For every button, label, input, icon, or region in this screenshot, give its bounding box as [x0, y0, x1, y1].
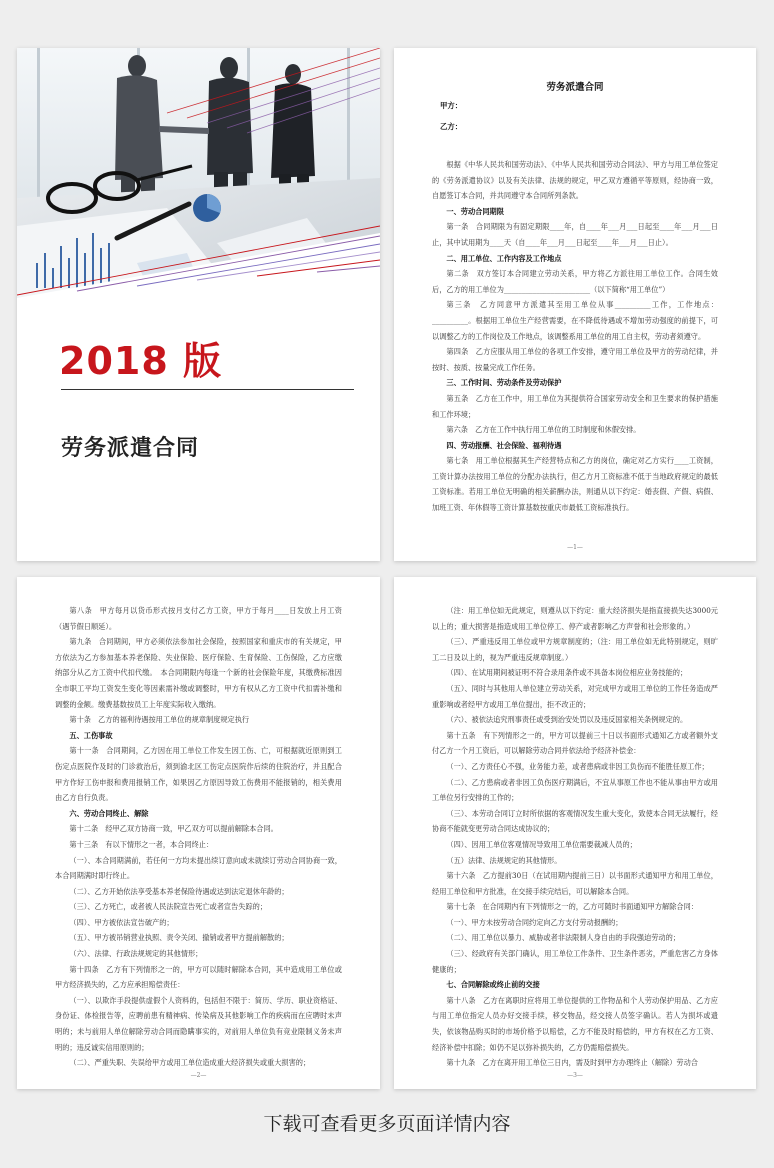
paragraph: （五）、甲方被吊销营业执照、责令关闭、撤销或者甲方提前解散的； [69, 933, 289, 943]
paragraph: 第五条 乙方在工作中，用工单位为其提供符合国家劳动安全和卫生要求的保护措施和工作环境； [432, 393, 718, 419]
paragraph: 第二条 双方签订本合同建立劳动关系，甲方将乙方派往用工单位工作。合同生效后，乙方的用工单位为________________________（以下简称“用工单位”） [432, 269, 718, 294]
section-heading: 七、合同解除或终止前的交接 [446, 980, 540, 990]
paragraph: （二）、乙方患病或者非因工负伤医疗期满后，不宜从事原工作也不能从事由甲方或用工单位另行安排的工作的； [432, 777, 718, 803]
page-1-body [432, 157, 718, 516]
paragraph: 根据《中华人民共和国劳动法》、《中华人民共和国劳动合同法》、甲方与用工单位签定的《劳务派遣协议》以及有关法律、法规的规定，甲乙双方遵循平等原则，经协商一致，自愿签订本合同，并共同遵守本合同所列条款。 [432, 160, 718, 201]
section-heading: 五、工伤事故 [69, 730, 113, 740]
paragraph: （四）、因用工单位客观情况导致用工单位需要裁减人员的； [446, 839, 637, 849]
paragraph: （二）、乙方开始依法享受基本养老保险待遇或达到法定退休年龄的； [69, 886, 289, 896]
paragraph: 第九条 合同期间，甲方必须依法参加社会保险，按照国家和重庆市的有关规定，甲方依法为乙方参加基本养老保险、失业保险、医疗保险、生育保险、工伤保险，乙方应缴纳部分从乙方工资中代扣代缴。 本合同期限内每逢一个新的社会保险年度，其缴费标准因全市职工平均工资发生变化等因素需补缴或调整时，甲方有权从乙方工资中代扣需补缴和调整的金额。缴费基数按员工上年度实际收入缴纳。 [55, 637, 342, 709]
paragraph: （六）、被依法追究刑事责任或受到治安处罚以及违反国家相关条例规定的。 [446, 715, 688, 725]
paragraph: （三）、本劳动合同订立时所依据的客观情况发生重大变化，致使本合同无法履行，经协商不能就变更劳动合同达成协议的； [432, 808, 718, 834]
page-3-body [432, 603, 718, 1071]
document-page-1 [394, 48, 756, 561]
document-page-3 [394, 577, 756, 1089]
cover-decoration [17, 48, 380, 561]
paragraph: （注：用工单位如无此规定，则遵从以下约定：重大经济损失是指直接损失达3000元以上的；重大损害是指造成用工单位停工、停产或者影响乙方声誉和社会形象的。） [432, 606, 718, 631]
paragraph: （五）法律、法规规定的其他情形。 [446, 855, 562, 865]
paragraph: 第一条 合同期限为有固定期限____年，自____年___月___日起至____年___月___日止，其中试用期为____天（自____年___月___日起至____年___月___日止）。 [432, 222, 718, 247]
paragraph: 第十五条 有下列情形之一的，甲方可以提前三十日以书面形式通知乙方或者额外支付乙方一个月工资后，可以解除劳动合同并依法给予经济补偿金： [432, 730, 718, 756]
paragraph: （三）、严重违反用工单位或甲方规章制度的；（注：用工单位如无此特别规定，则旷工二日及以上的，视为严重违反规章制度。） [432, 637, 718, 662]
page-number: —3— [567, 1072, 583, 1079]
contract-title: 劳务派遣合同 [546, 82, 604, 93]
paragraph: （五）、同时与其他用人单位建立劳动关系，对完成甲方或用工单位的工作任务造成严重影响或者经甲方或用工单位提出，拒不改正的； [432, 683, 718, 709]
page-number: —2— [190, 1072, 207, 1079]
paragraph: 第十六条 乙方提前30日（在试用期内提前三日）以书面形式通知甲方和用工单位，经用工单位和甲方批准，在交接手续完结后，可以解除本合同。 [432, 871, 718, 896]
paragraph: （二）、用工单位以暴力、威胁或者非法限制人身自由的手段强迫劳动的； [446, 933, 680, 943]
party-a-label: 甲方： [440, 101, 463, 110]
paragraph: 第十条 乙方的福利待遇按用工单位的规章制度规定执行 [69, 715, 250, 725]
paragraph: （一）、甲方未按劳动合同约定向乙方支付劳动报酬的； [446, 917, 623, 927]
cover-divider [61, 389, 354, 390]
paragraph: 第八条 甲方每月以货币形式按月支付乙方工资，甲方于每月____日发放上月工资（遇节假日顺延）。 [55, 606, 342, 631]
paragraph: （一）、乙方责任心不强，业务能力差，或者患病或非因工负伤而不能胜任原工作； [446, 761, 709, 771]
cover-page [17, 48, 380, 561]
paragraph: 第六条 乙方在工作中执行用工单位的工时制度和休假安排。 [446, 425, 641, 435]
paragraph: （三）、乙方死亡，或者被人民法院宣告死亡或者宣告失踪的； [69, 902, 268, 912]
paragraph: （一）、以欺诈手段提供虚假个人资料的，包括但不限于：简历、学历、职业资格证、身份证、体检报告等，应聘前患有精神病、传染病及其他影响工作的疾病而在应聘时未声明的；未与前用人单位解除劳动合同而隐瞒事实的，对前用人单位负有竞业限制义务未声明的；违反诚实信用原则的； [55, 995, 342, 1052]
paragraph: （六）、法律、行政法规规定的其他情形； [69, 949, 203, 959]
section-heading: 一、劳动合同期限 [446, 206, 504, 216]
paragraph: （四）、在试用期间被证明不符合录用条件或不具备本岗位相应业务技能的； [446, 668, 688, 678]
paragraph: 第十三条 有以下情形之一者，本合同终止： [69, 839, 214, 849]
section-heading: 四、劳动报酬、社会保险、福利待遇 [446, 440, 562, 450]
paragraph: （四）、甲方被依法宣告破产的； [69, 917, 174, 927]
paragraph: 第三条 乙方同意甲方派遣其至用工单位从事__________工作，工作地点：__________。根据用工单位生产经营需要，在不降低待遇或不增加劳动强度的前提下，可以调整乙方的工作岗位及工作地点，该调整系用工单位的用工自主权，劳动者须遵守。 [432, 300, 718, 341]
cover-year: 2018 版 [59, 339, 222, 383]
paragraph: 第十二条 经甲乙双方协商一致，甲乙双方可以提前解除本合同。 [69, 824, 278, 834]
party-b-label: 乙方： [440, 122, 463, 131]
paragraph: （一）、本合同期满前，若任何一方均未提出续订意向或未就续订劳动合同协商一致，本合同期满时即行终止。 [55, 855, 342, 881]
paragraph: （三）、经政府有关部门确认，用工单位工作条件、卫生条件恶劣，严重危害乙方身体健康的； [432, 949, 718, 974]
paragraph: 第十九条 乙方在离开用工单位三日内，需及时到甲方办理终止（解除）劳动合 [446, 1058, 698, 1068]
section-heading: 三、工作时间、劳动条件及劳动保护 [446, 378, 562, 388]
paragraph: 第七条 用工单位根据其生产经营特点和乙方的岗位，确定对乙方实行____工资制，工资计算办法按用工单位的分配办法执行，但乙方月工资标准不低于当地政府规定的最低工资标准。若用工单位无明确的相关薪酬办法，则通从以下约定：婚丧假、产假、病假、加班工资、年休假等工资计算基数按重庆市最低工资标准执行。 [432, 456, 718, 513]
paragraph: 第十一条 合同期间，乙方因在用工单位工作发生因工伤、亡，可根据就近原则到工伤定点医院作及时的门诊救治后，须到渝北区工伤定点医院作后续的住院治疗，并且配合甲方作好工伤申报和费用报销工作，如果因乙方原因导致工伤费用不能报销的，相关费用由乙方自行负责。 [55, 746, 342, 803]
cover-title: 劳务派遣合同 [61, 436, 200, 461]
paragraph: （二）、严重失职、失误给甲方或用工单位造成重大经济损失或重大损害的； [69, 1058, 311, 1068]
document-page-2 [17, 577, 380, 1089]
section-heading: 六、劳动合同终止、解除 [69, 808, 149, 818]
page-2-body [55, 603, 342, 1071]
page-number: —1— [567, 544, 583, 551]
section-heading: 二、用工单位、工作内容及工作地点 [446, 253, 562, 263]
paragraph: 第十八条 乙方在离职时应将用工单位提供的工作物品和个人劳动保护用品、乙方应与用工单位指定人员办好交接手续，移交物品，经交接人员签字确认。若人为损坏或遗失，依该物品购买时的市场价格予以赔偿，乙方不能及时赔偿的，甲方有权在乙方工资、经济补偿中扣除；如仍不足以弥补损失的，乙方仍需赔偿损失。 [432, 995, 718, 1052]
paragraph: 第四条 乙方应服从用工单位的各项工作安排，遵守用工单位及甲方的劳动纪律，并按时、按质、按量完成工作任务。 [432, 347, 718, 372]
paragraph: 第十七条 在合同期内有下列情形之一的，乙方可随时书面通知甲方解除合同： [446, 902, 698, 912]
download-more-link[interactable]: 下载可查看更多页面详情内容 [263, 1113, 511, 1135]
paragraph: 第十四条 乙方有下列情形之一的，甲方可以随时解除本合同，其中造成用工单位或甲方经济损失的，乙方应承担赔偿责任： [55, 964, 342, 990]
